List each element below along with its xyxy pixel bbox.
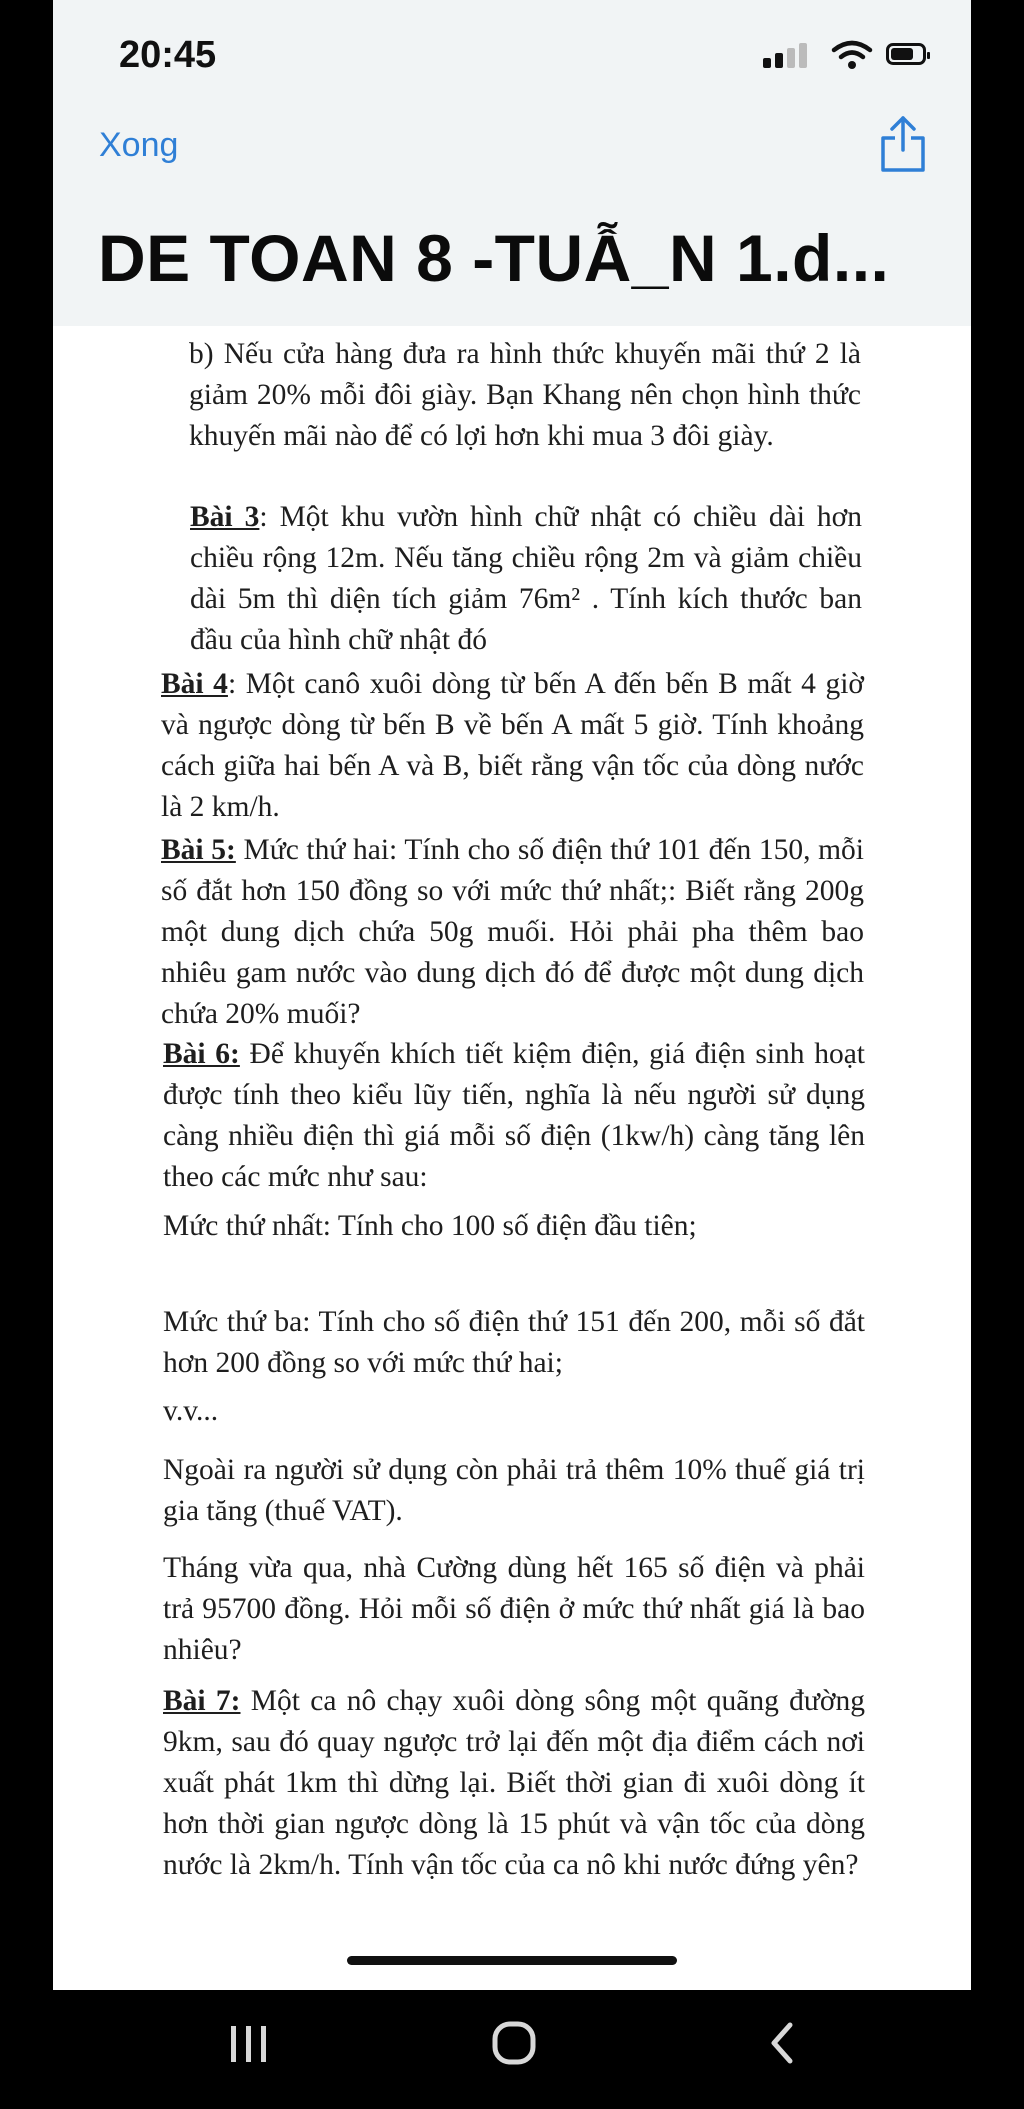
home-icon[interactable] xyxy=(454,1990,574,2106)
battery-icon xyxy=(886,43,926,65)
status-icons xyxy=(761,40,931,70)
done-button[interactable]: Xong xyxy=(99,126,179,164)
android-navigation-bar xyxy=(0,1990,1024,2106)
muc-3-paragraph: Mức thứ ba: Tính cho số điện thứ 151 đến 200, mỗi số đắt hơn 200 đồng so với mức thứ hai; xyxy=(163,1306,865,1379)
bai-7-label: Bài 7: xyxy=(163,1685,241,1717)
bai-4-label: Bài 4 xyxy=(161,668,228,700)
bai-4-paragraph xyxy=(161,664,864,828)
bai-6-paragraph xyxy=(163,1034,865,1198)
bai-3-label: Bài 3 xyxy=(190,501,260,533)
phone-screen xyxy=(53,0,971,1990)
signal-icon xyxy=(761,40,821,70)
document-content xyxy=(53,326,971,1926)
share-icon[interactable] xyxy=(879,114,927,174)
part-b-paragraph: b) Nếu cửa hàng đưa ra hình thức khuyến mãi thứ 2 là giảm 20% mỗi đôi giày. Bạn Khang nên chọn hình thức khuyến mãi nào để có lợi hơn khi mua 3 đôi giày. xyxy=(189,338,861,452)
home-indicator[interactable] xyxy=(347,1956,677,1965)
wifi-icon xyxy=(831,40,873,70)
status-time: 20:45 xyxy=(119,34,217,76)
bai-6-label: Bài 6: xyxy=(163,1038,240,1070)
bai-3-text: : Một khu vườn hình chữ nhật có chiều dài hơn chiều rộng 12m. Nếu tăng chiều rộng 2m và giảm chiều dài 5m thì diện tích giảm 76m² . Tính kích thước ban đầu của hình chữ nhật đó xyxy=(190,501,862,656)
bai-6-text: Để khuyến khích tiết kiệm điện, giá điện sinh hoạt được tính theo kiểu lũy tiến, nghĩa là nếu người sử dụng càng nhiều điện thì giá mỗi số điện (1kw/h) càng tăng lên theo các mức như sau: xyxy=(163,1038,865,1193)
bai-5-paragraph xyxy=(161,830,864,1035)
vat-paragraph: Ngoài ra người sử dụng còn phải trả thêm 10% thuế giá trị gia tăng (thuế VAT). xyxy=(163,1454,865,1527)
bai-5-label: Bài 5: xyxy=(161,834,236,866)
bai-3-paragraph xyxy=(190,497,862,661)
question-paragraph: Tháng vừa qua, nhà Cường dùng hết 165 số điện và phải trả 95700 đồng. Hỏi mỗi số điện ở mức thứ nhất giá là bao nhiêu? xyxy=(163,1552,865,1666)
bai-5-text: Mức thứ hai: Tính cho số điện thứ 101 đến 150, mỗi số đắt hơn 150 đồng so với mức thứ nhất;: Biết rằng 200g một dung dịch chứa 50g muối. Hỏi phải pha thêm bao nhiêu gam nước vào dung dịch đó để được một dung dịch chứa 20% muối? xyxy=(161,834,865,1030)
vv-paragraph: v.v... xyxy=(163,1395,219,1427)
bai-7-paragraph xyxy=(163,1681,865,1886)
back-icon[interactable] xyxy=(722,1990,842,2106)
bai-7-text: Một ca nô chạy xuôi dòng sông một quãng đường 9km, sau đó quay ngược trở lại đến một địa điểm cách nơi xuất phát 1km thì dừng lại. Biết thời gian đi xuôi dòng ít hơn thời gian ngược dòng là 15 phút và vận tốc của dòng nước là 2km/h. Tính vận tốc của ca nô khi nước đứng yên? xyxy=(163,1685,865,1881)
document-title: DE TOAN 8 -TUẪ_N 1.d... xyxy=(98,221,890,295)
bai-4-text: : Một canô xuôi dòng từ bến A đến bến B mất 4 giờ và ngược dòng từ bến B về bến A mất 5 giờ. Tính khoảng cách giữa hai bến A và B, biết rằng vận tốc của dòng nước là 2 km/h. xyxy=(161,668,864,823)
top-header xyxy=(53,0,971,326)
recent-apps-icon[interactable] xyxy=(188,1990,308,2106)
muc-1-paragraph: Mức thứ nhất: Tính cho 100 số điện đầu tiên; xyxy=(163,1210,697,1242)
